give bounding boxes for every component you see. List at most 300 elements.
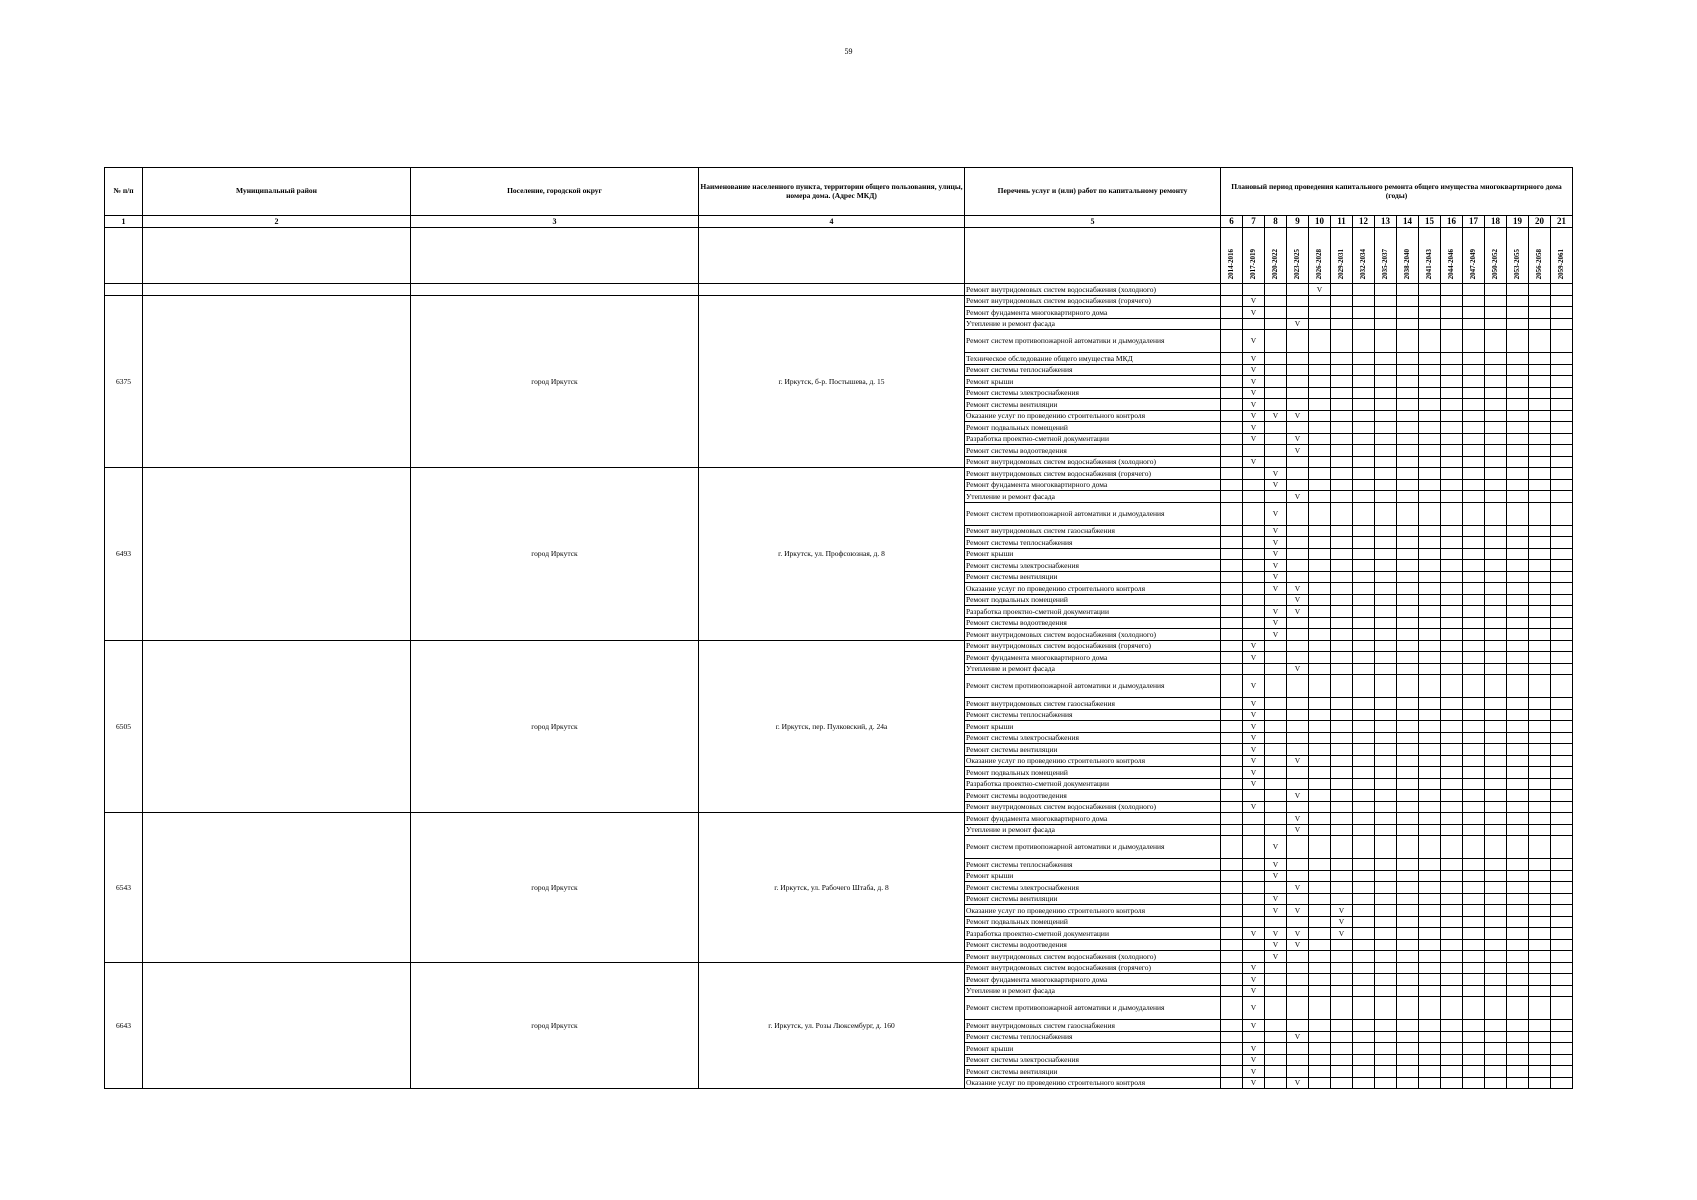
years-row-blank-cell — [411, 228, 699, 284]
period-cell — [1397, 594, 1419, 606]
period-cell — [1287, 836, 1309, 859]
period-cell — [1485, 594, 1507, 606]
period-cell — [1309, 445, 1331, 457]
column-number-cell: 5 — [965, 216, 1221, 228]
period-mark: V — [1265, 928, 1287, 940]
period-cell — [1529, 836, 1551, 859]
period-cell — [1397, 433, 1419, 445]
period-cell — [1485, 985, 1507, 997]
period-cell — [1463, 617, 1485, 629]
period-cell — [1397, 410, 1419, 422]
period-cell — [1507, 479, 1529, 491]
period-cell — [1287, 744, 1309, 756]
period-cell — [1485, 893, 1507, 905]
period-cell — [1463, 525, 1485, 537]
period-mark: V — [1287, 594, 1309, 606]
period-cell — [1529, 813, 1551, 825]
period-cell — [1551, 387, 1573, 399]
period-cell — [1243, 629, 1265, 641]
period-cell — [1331, 893, 1353, 905]
period-cell — [1243, 813, 1265, 825]
period-cell — [1397, 709, 1419, 721]
period-cell — [1507, 456, 1529, 468]
period-cell — [1485, 1043, 1507, 1055]
year-period-label: 2056-2058 — [1535, 249, 1543, 280]
column-number-cell: 19 — [1507, 216, 1529, 228]
period-cell — [1309, 974, 1331, 986]
period-cell — [1485, 698, 1507, 710]
period-cell — [1309, 801, 1331, 813]
period-cell — [1243, 594, 1265, 606]
work-item-label: Разработка проектно-сметной документации — [965, 928, 1221, 940]
period-cell — [1507, 399, 1529, 411]
period-mark: V — [1287, 882, 1309, 894]
period-cell — [1463, 387, 1485, 399]
period-cell — [1507, 974, 1529, 986]
period-cell — [1551, 698, 1573, 710]
period-cell — [1551, 433, 1573, 445]
period-cell — [1441, 537, 1463, 549]
work-item-label: Разработка проектно-сметной документации — [965, 433, 1221, 445]
period-cell — [1463, 985, 1485, 997]
period-cell — [1353, 870, 1375, 882]
period-cell — [1309, 721, 1331, 733]
period-cell — [1507, 583, 1529, 595]
period-cell — [1397, 721, 1419, 733]
period-cell — [1397, 548, 1419, 560]
period-cell — [1441, 882, 1463, 894]
period-cell — [1353, 468, 1375, 480]
period-mark: V — [1287, 939, 1309, 951]
period-cell — [1397, 997, 1419, 1020]
period-cell — [1485, 376, 1507, 388]
period-cell — [1551, 928, 1573, 940]
period-cell — [1287, 1054, 1309, 1066]
period-cell — [1221, 330, 1243, 353]
period-cell — [1331, 537, 1353, 549]
period-cell — [1419, 502, 1441, 525]
period-cell — [1265, 732, 1287, 744]
period-cell — [1331, 985, 1353, 997]
period-cell — [1309, 824, 1331, 836]
work-item-label: Ремонт системы теплоснабжения — [965, 709, 1221, 721]
period-cell — [1485, 951, 1507, 963]
period-cell — [1463, 445, 1485, 457]
period-cell — [1375, 675, 1397, 698]
period-cell — [1441, 456, 1463, 468]
period-cell — [1485, 652, 1507, 664]
period-cell — [1309, 755, 1331, 767]
work-item-label: Ремонт фундамента многоквартирного дома — [965, 813, 1221, 825]
period-cell — [1463, 571, 1485, 583]
period-cell — [1309, 330, 1331, 353]
period-cell — [1463, 399, 1485, 411]
period-cell — [1529, 1066, 1551, 1078]
work-item-label: Ремонт системы теплоснабжения — [965, 364, 1221, 376]
period-cell — [1419, 698, 1441, 710]
period-cell — [1551, 801, 1573, 813]
column-number-cell: 7 — [1243, 216, 1265, 228]
work-item-label: Ремонт системы теплоснабжения — [965, 859, 1221, 871]
period-cell — [1485, 801, 1507, 813]
period-cell — [1265, 353, 1287, 365]
period-cell — [1419, 571, 1441, 583]
period-cell — [1529, 997, 1551, 1020]
period-cell — [1243, 318, 1265, 330]
period-cell — [1287, 456, 1309, 468]
period-cell — [1309, 1031, 1331, 1043]
period-cell — [1419, 295, 1441, 307]
period-cell — [1551, 456, 1573, 468]
work-item-label: Ремонт внутридомовых систем водоснабжения (горячего) — [965, 640, 1221, 652]
period-cell — [1397, 318, 1419, 330]
period-cell — [1309, 836, 1331, 859]
period-cell — [1485, 433, 1507, 445]
period-cell — [1485, 755, 1507, 767]
period-cell — [1265, 755, 1287, 767]
period-cell — [1331, 295, 1353, 307]
period-cell — [1463, 905, 1485, 917]
period-cell — [1463, 376, 1485, 388]
work-item-label: Ремонт фундамента многоквартирного дома — [965, 974, 1221, 986]
year-period-cell — [1265, 228, 1287, 284]
period-cell — [1243, 824, 1265, 836]
period-cell — [1485, 560, 1507, 572]
period-cell — [1375, 893, 1397, 905]
period-cell — [1463, 295, 1485, 307]
period-cell — [1375, 606, 1397, 618]
period-cell — [1375, 537, 1397, 549]
period-cell — [1287, 698, 1309, 710]
period-cell — [1287, 617, 1309, 629]
period-cell — [1309, 778, 1331, 790]
period-cell — [1507, 652, 1529, 664]
period-cell — [1551, 870, 1573, 882]
period-cell — [1309, 732, 1331, 744]
period-mark: V — [1331, 928, 1353, 940]
work-item-label: Ремонт внутридомовых систем водоснабжения (холодного) — [965, 801, 1221, 813]
period-cell — [1375, 399, 1397, 411]
years-row-blank-cell — [699, 228, 965, 284]
period-cell — [1463, 537, 1485, 549]
period-cell — [1397, 571, 1419, 583]
period-cell — [1309, 387, 1331, 399]
period-cell — [1243, 939, 1265, 951]
work-item-label: Ремонт внутридомовых систем водоснабжения (холодного) — [965, 629, 1221, 641]
period-cell — [1463, 698, 1485, 710]
period-cell — [1287, 1043, 1309, 1055]
period-cell — [1265, 284, 1287, 296]
period-cell — [1397, 640, 1419, 652]
period-cell — [1529, 732, 1551, 744]
period-cell — [1463, 410, 1485, 422]
period-cell — [1419, 755, 1441, 767]
period-cell — [1441, 422, 1463, 434]
period-cell — [1309, 916, 1331, 928]
period-cell — [1287, 376, 1309, 388]
period-cell — [1375, 284, 1397, 296]
period-mark: V — [1265, 859, 1287, 871]
period-cell — [1485, 859, 1507, 871]
period-cell — [1375, 422, 1397, 434]
year-period-label: 2035-2037 — [1381, 249, 1389, 280]
period-cell — [1221, 951, 1243, 963]
period-cell — [1375, 755, 1397, 767]
period-cell — [1331, 284, 1353, 296]
period-mark: V — [1265, 939, 1287, 951]
period-cell — [1287, 525, 1309, 537]
period-cell — [1529, 307, 1551, 319]
period-cell — [1287, 364, 1309, 376]
period-cell — [1221, 675, 1243, 698]
period-cell — [1287, 870, 1309, 882]
period-cell — [1485, 732, 1507, 744]
period-cell — [1529, 905, 1551, 917]
period-mark: V — [1265, 629, 1287, 641]
period-cell — [1507, 445, 1529, 457]
period-cell — [1331, 560, 1353, 572]
period-cell — [1221, 962, 1243, 974]
period-mark: V — [1265, 548, 1287, 560]
period-cell — [1551, 330, 1573, 353]
period-cell — [1309, 870, 1331, 882]
year-period-cell — [1463, 228, 1485, 284]
period-cell — [1529, 594, 1551, 606]
period-cell — [1331, 801, 1353, 813]
period-cell — [1397, 675, 1419, 698]
period-cell — [1551, 767, 1573, 779]
period-mark: V — [1243, 997, 1265, 1020]
period-cell — [1507, 709, 1529, 721]
period-cell — [1507, 928, 1529, 940]
period-cell — [1463, 1054, 1485, 1066]
period-cell — [1309, 307, 1331, 319]
period-cell — [1221, 606, 1243, 618]
period-cell — [1331, 744, 1353, 756]
period-mark: V — [1265, 479, 1287, 491]
period-cell — [1419, 767, 1441, 779]
header-col-district: Муниципальный район — [143, 168, 411, 216]
period-cell — [1353, 548, 1375, 560]
period-cell — [1529, 422, 1551, 434]
period-cell — [1419, 387, 1441, 399]
period-cell — [1309, 629, 1331, 641]
period-cell — [1441, 824, 1463, 836]
period-cell — [1419, 1020, 1441, 1032]
period-cell — [1397, 606, 1419, 618]
period-mark: V — [1243, 364, 1265, 376]
period-cell — [1397, 928, 1419, 940]
period-cell — [1375, 790, 1397, 802]
period-cell — [1529, 652, 1551, 664]
period-cell — [1485, 571, 1507, 583]
period-cell — [1331, 307, 1353, 319]
period-cell — [1463, 801, 1485, 813]
period-cell — [1287, 893, 1309, 905]
period-cell — [1529, 859, 1551, 871]
period-mark: V — [1265, 617, 1287, 629]
work-item-label: Ремонт систем противопожарной автоматики и дымоудаления — [965, 502, 1221, 525]
period-cell — [1265, 1020, 1287, 1032]
period-mark: V — [1287, 606, 1309, 618]
period-cell — [1287, 859, 1309, 871]
period-cell — [1221, 594, 1243, 606]
period-cell — [1353, 376, 1375, 388]
period-cell — [1309, 859, 1331, 871]
period-cell — [1375, 801, 1397, 813]
period-cell — [1529, 537, 1551, 549]
period-cell — [1463, 284, 1485, 296]
period-mark: V — [1243, 307, 1265, 319]
carryover-blank-cell — [143, 284, 411, 296]
period-cell — [1309, 1020, 1331, 1032]
period-cell — [1463, 479, 1485, 491]
period-cell — [1397, 1031, 1419, 1043]
period-cell — [1463, 767, 1485, 779]
period-cell — [1221, 928, 1243, 940]
period-mark: V — [1287, 928, 1309, 940]
period-cell — [1287, 330, 1309, 353]
year-period-label: 2047-2049 — [1469, 249, 1477, 280]
period-cell — [1463, 456, 1485, 468]
period-cell — [1331, 410, 1353, 422]
period-cell — [1309, 709, 1331, 721]
period-mark: V — [1265, 468, 1287, 480]
carryover-blank-cell — [411, 284, 699, 296]
work-item-label: Ремонт системы теплоснабжения — [965, 1031, 1221, 1043]
page-number: 59 — [844, 47, 853, 56]
period-cell — [1507, 1020, 1529, 1032]
period-cell — [1441, 376, 1463, 388]
period-mark: V — [1265, 525, 1287, 537]
period-cell — [1441, 928, 1463, 940]
column-number-cell: 6 — [1221, 216, 1243, 228]
period-cell — [1463, 951, 1485, 963]
period-cell — [1441, 721, 1463, 733]
period-cell — [1221, 491, 1243, 503]
period-mark: V — [1265, 410, 1287, 422]
period-cell — [1375, 951, 1397, 963]
period-mark: V — [1243, 928, 1265, 940]
period-cell — [1507, 813, 1529, 825]
period-cell — [1397, 767, 1419, 779]
period-cell — [1309, 1054, 1331, 1066]
period-cell — [1397, 732, 1419, 744]
year-period-label: 2038-2040 — [1403, 249, 1411, 280]
period-cell — [1265, 721, 1287, 733]
period-cell — [1331, 376, 1353, 388]
period-cell — [1265, 640, 1287, 652]
period-cell — [1353, 997, 1375, 1020]
period-cell — [1331, 445, 1353, 457]
period-cell — [1485, 767, 1507, 779]
year-period-label: 2053-2055 — [1513, 249, 1521, 280]
work-item-label: Ремонт систем противопожарной автоматики и дымоудаления — [965, 997, 1221, 1020]
period-cell — [1397, 882, 1419, 894]
period-cell — [1243, 491, 1265, 503]
period-cell — [1353, 364, 1375, 376]
period-cell — [1397, 307, 1419, 319]
period-cell — [1507, 778, 1529, 790]
period-cell — [1331, 974, 1353, 986]
period-cell — [1441, 813, 1463, 825]
work-item-label: Оказание услуг по проведению строительного контроля — [965, 905, 1221, 917]
period-cell — [1331, 606, 1353, 618]
period-cell — [1287, 709, 1309, 721]
period-cell — [1265, 376, 1287, 388]
period-cell — [1507, 801, 1529, 813]
period-cell — [1551, 744, 1573, 756]
period-cell — [1353, 790, 1375, 802]
house-number: 6543 — [105, 813, 143, 963]
period-mark: V — [1265, 606, 1287, 618]
period-cell — [1353, 1077, 1375, 1089]
period-cell — [1309, 479, 1331, 491]
period-cell — [1243, 1031, 1265, 1043]
period-cell — [1529, 583, 1551, 595]
period-cell — [1353, 859, 1375, 871]
period-cell — [1529, 893, 1551, 905]
period-cell — [1507, 307, 1529, 319]
period-cell — [1309, 813, 1331, 825]
period-cell — [1551, 468, 1573, 480]
period-cell — [1485, 410, 1507, 422]
work-item-label: Утепление и ремонт фасада — [965, 491, 1221, 503]
period-cell — [1375, 663, 1397, 675]
period-cell — [1221, 744, 1243, 756]
work-item-label: Разработка проектно-сметной документации — [965, 778, 1221, 790]
period-mark: V — [1243, 755, 1265, 767]
period-cell — [1353, 606, 1375, 618]
period-cell — [1551, 307, 1573, 319]
table-row — [105, 962, 1573, 974]
period-cell — [1441, 307, 1463, 319]
work-item-label: Ремонт систем противопожарной автоматики и дымоудаления — [965, 330, 1221, 353]
period-cell — [1221, 571, 1243, 583]
period-cell — [1221, 445, 1243, 457]
period-cell — [1419, 652, 1441, 664]
period-mark: V — [1243, 1054, 1265, 1066]
period-cell — [1441, 767, 1463, 779]
column-number-cell: 11 — [1331, 216, 1353, 228]
period-cell — [1551, 1077, 1573, 1089]
period-mark: V — [1243, 387, 1265, 399]
period-cell — [1551, 560, 1573, 572]
period-cell — [1375, 732, 1397, 744]
period-cell — [1287, 974, 1309, 986]
period-cell — [1485, 928, 1507, 940]
period-cell — [1353, 594, 1375, 606]
period-cell — [1463, 916, 1485, 928]
period-cell — [1419, 675, 1441, 698]
period-cell — [1419, 882, 1441, 894]
period-cell — [1265, 491, 1287, 503]
period-cell — [1331, 939, 1353, 951]
period-cell — [1397, 1077, 1419, 1089]
period-cell — [1265, 1043, 1287, 1055]
period-mark: V — [1287, 755, 1309, 767]
period-cell — [1353, 479, 1375, 491]
period-mark: V — [1243, 1077, 1265, 1089]
period-mark: V — [1243, 778, 1265, 790]
period-cell — [1397, 445, 1419, 457]
period-cell — [1221, 974, 1243, 986]
period-cell — [1529, 606, 1551, 618]
period-cell — [1309, 675, 1331, 698]
period-cell — [1353, 709, 1375, 721]
period-cell — [1463, 778, 1485, 790]
period-cell — [1419, 744, 1441, 756]
